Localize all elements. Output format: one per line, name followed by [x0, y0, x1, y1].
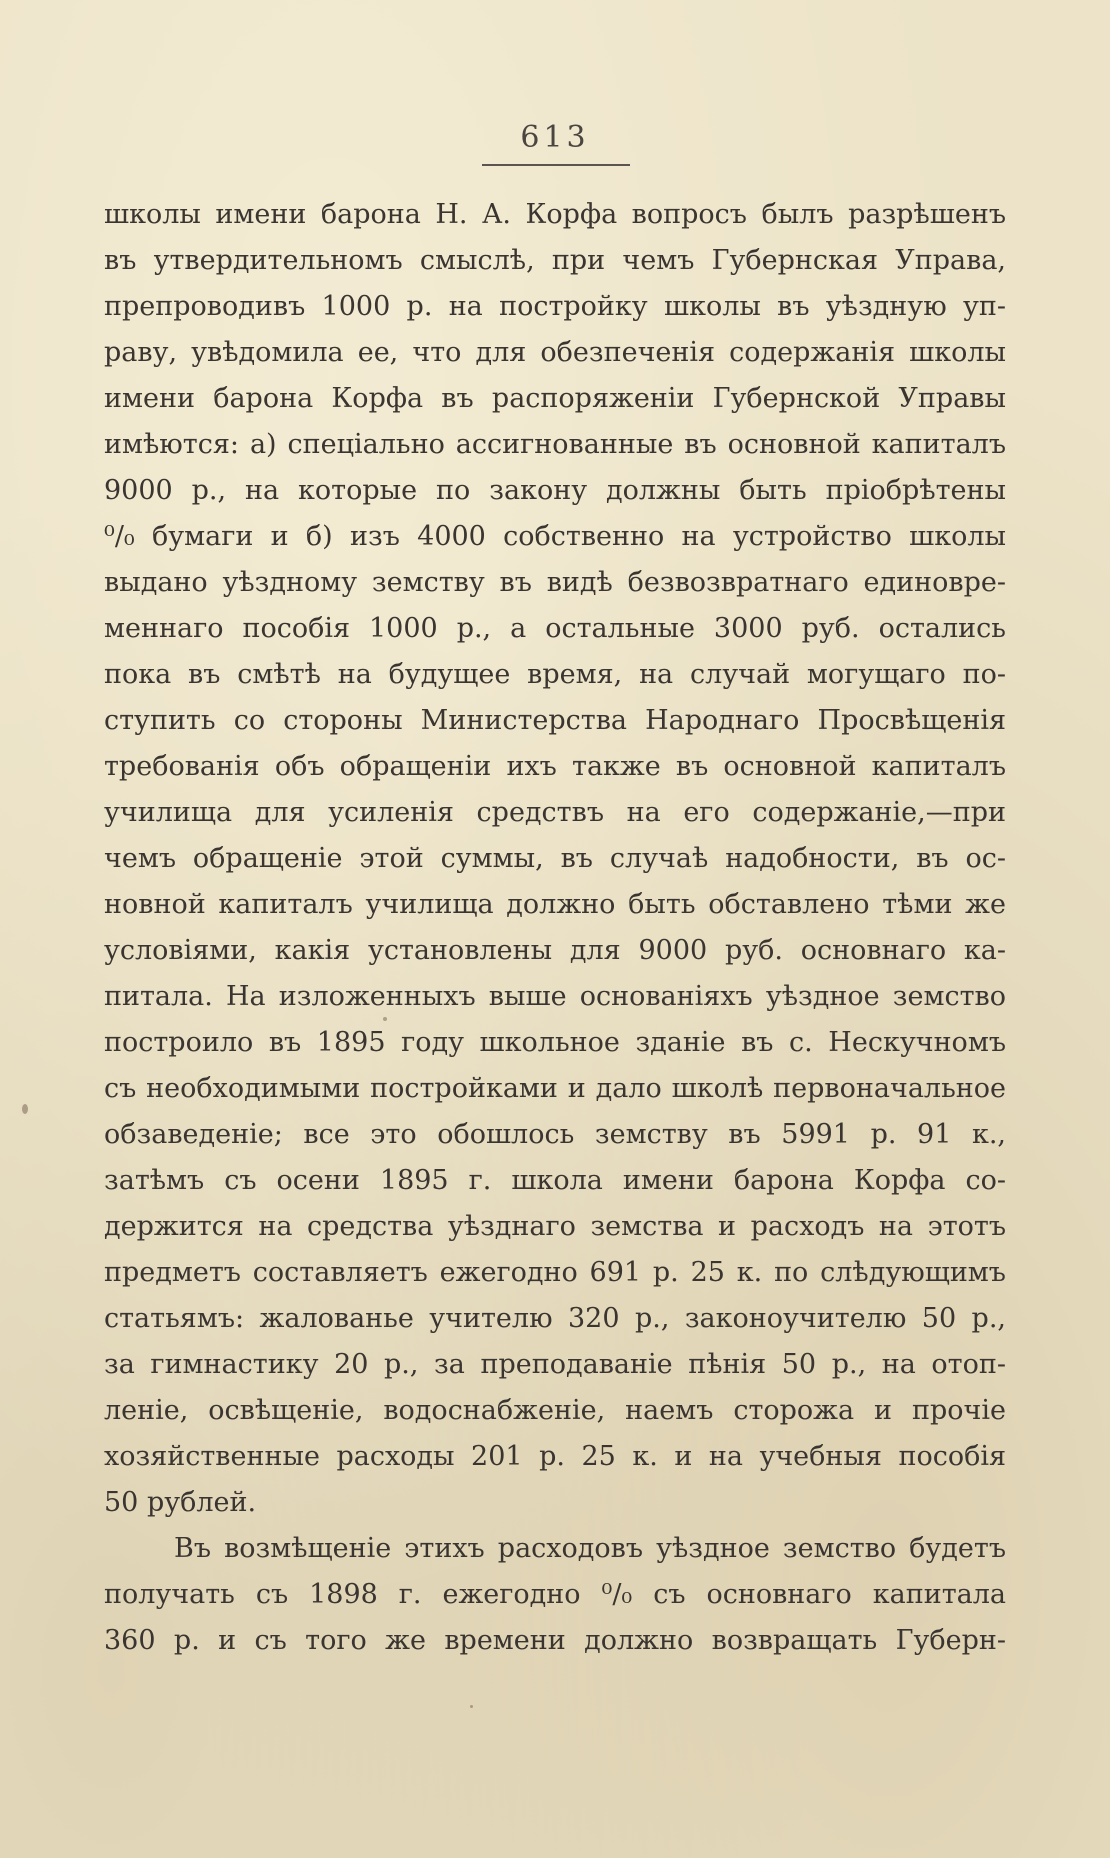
text-line: пока въ смѣтѣ на будущее время, на случай могущаго по-: [104, 659, 1006, 690]
text-line: школы имени барона Н. А. Корфа вопросъ былъ разрѣшенъ: [104, 199, 1006, 230]
paragraph: [104, 192, 1006, 1526]
text-line: за гимнастику 20 р., за преподаваніе пѣнія 50 р., на отоп-: [104, 1349, 1006, 1380]
header-rule: [482, 164, 630, 166]
text-line: предметъ составляетъ ежегодно 691 р. 25 к. по слѣдующимъ: [104, 1257, 1006, 1288]
text-line: препроводивъ 1000 р. на постройку школы въ уѣздную уп-: [104, 291, 1006, 322]
text-line: выдано уѣздному земству въ видѣ безвозвратнаго единовре-: [104, 567, 1006, 598]
text-line: условіями, какія установлены для 9000 руб. основнаго ка-: [104, 935, 1006, 966]
text-line: 50 рублей.: [104, 1487, 257, 1518]
text-line: меннаго пособія 1000 р., а остальные 3000 руб. остались: [104, 613, 1006, 644]
paragraph: [104, 1526, 1006, 1664]
text-line: требованія объ обращеніи ихъ также въ основной капиталъ: [104, 751, 1006, 782]
page-number: 613: [520, 120, 590, 155]
text-line: обзаведеніе; все это обошлось земству въ 5991 р. 91 к.,: [104, 1119, 1006, 1150]
text-line: въ утвердительномъ смыслѣ, при чемъ Губернская Управа,: [104, 245, 1006, 276]
text-line: питала. На изложенныхъ выше основаніяхъ уѣздное земство: [104, 981, 1006, 1012]
text-line: ⁰/₀ бумаги и б) изъ 4000 собственно на устройство школы: [104, 521, 1006, 552]
text-line: статьямъ: жалованье учителю 320 р., законоучителю 50 р.,: [104, 1303, 1006, 1334]
text-line: держится на средства уѣзднаго земства и расходъ на этотъ: [104, 1211, 1006, 1242]
paper-speck: [470, 1705, 473, 1708]
text-line: получать съ 1898 г. ежегодно ⁰/₀ съ основнаго капитала: [104, 1579, 1006, 1610]
text-line: имени барона Корфа въ распоряженіи Губернской Управы: [104, 383, 1006, 414]
text-line: Въ возмѣщеніе этихъ расходовъ уѣздное земство будетъ: [174, 1533, 1006, 1564]
text-line: построило въ 1895 году школьное зданіе въ с. Нескучномъ: [104, 1027, 1006, 1058]
paper-speck: [383, 1017, 387, 1021]
text-line: хозяйственные расходы 201 р. 25 к. и на учебныя пособія: [104, 1441, 1006, 1472]
body-text: [104, 192, 1006, 1664]
text-line: чемъ обращеніе этой суммы, въ случаѣ надобности, въ ос-: [104, 843, 1006, 874]
text-line: 360 р. и съ того же времени должно возвращать Губерн-: [104, 1625, 1006, 1656]
text-line: новной капиталъ училища должно быть обставлено тѣми же: [104, 889, 1006, 920]
text-line: леніе, освѣщеніе, водоснабженіе, наемъ сторожа и прочіе: [104, 1395, 1006, 1426]
text-line: училища для усиленія средствъ на его содержаніе,—при: [104, 797, 1006, 828]
text-line: затѣмъ съ осени 1895 г. школа имени барона Корфа со-: [104, 1165, 1006, 1196]
text-line: съ необходимыми постройками и дало школѣ первоначальное: [104, 1073, 1006, 1104]
text-line: раву, увѣдомила ее, что для обезпеченія содержанія школы: [104, 337, 1006, 368]
paper-speck: [22, 1104, 28, 1114]
text-line: имѣются: а) спеціально ассигнованные въ основной капиталъ: [104, 429, 1006, 460]
text-line: 9000 р., на которые по закону должны быть пріобрѣтены: [104, 475, 1006, 506]
text-line: ступить со стороны Министерства Народнаго Просвѣщенія: [104, 705, 1006, 736]
